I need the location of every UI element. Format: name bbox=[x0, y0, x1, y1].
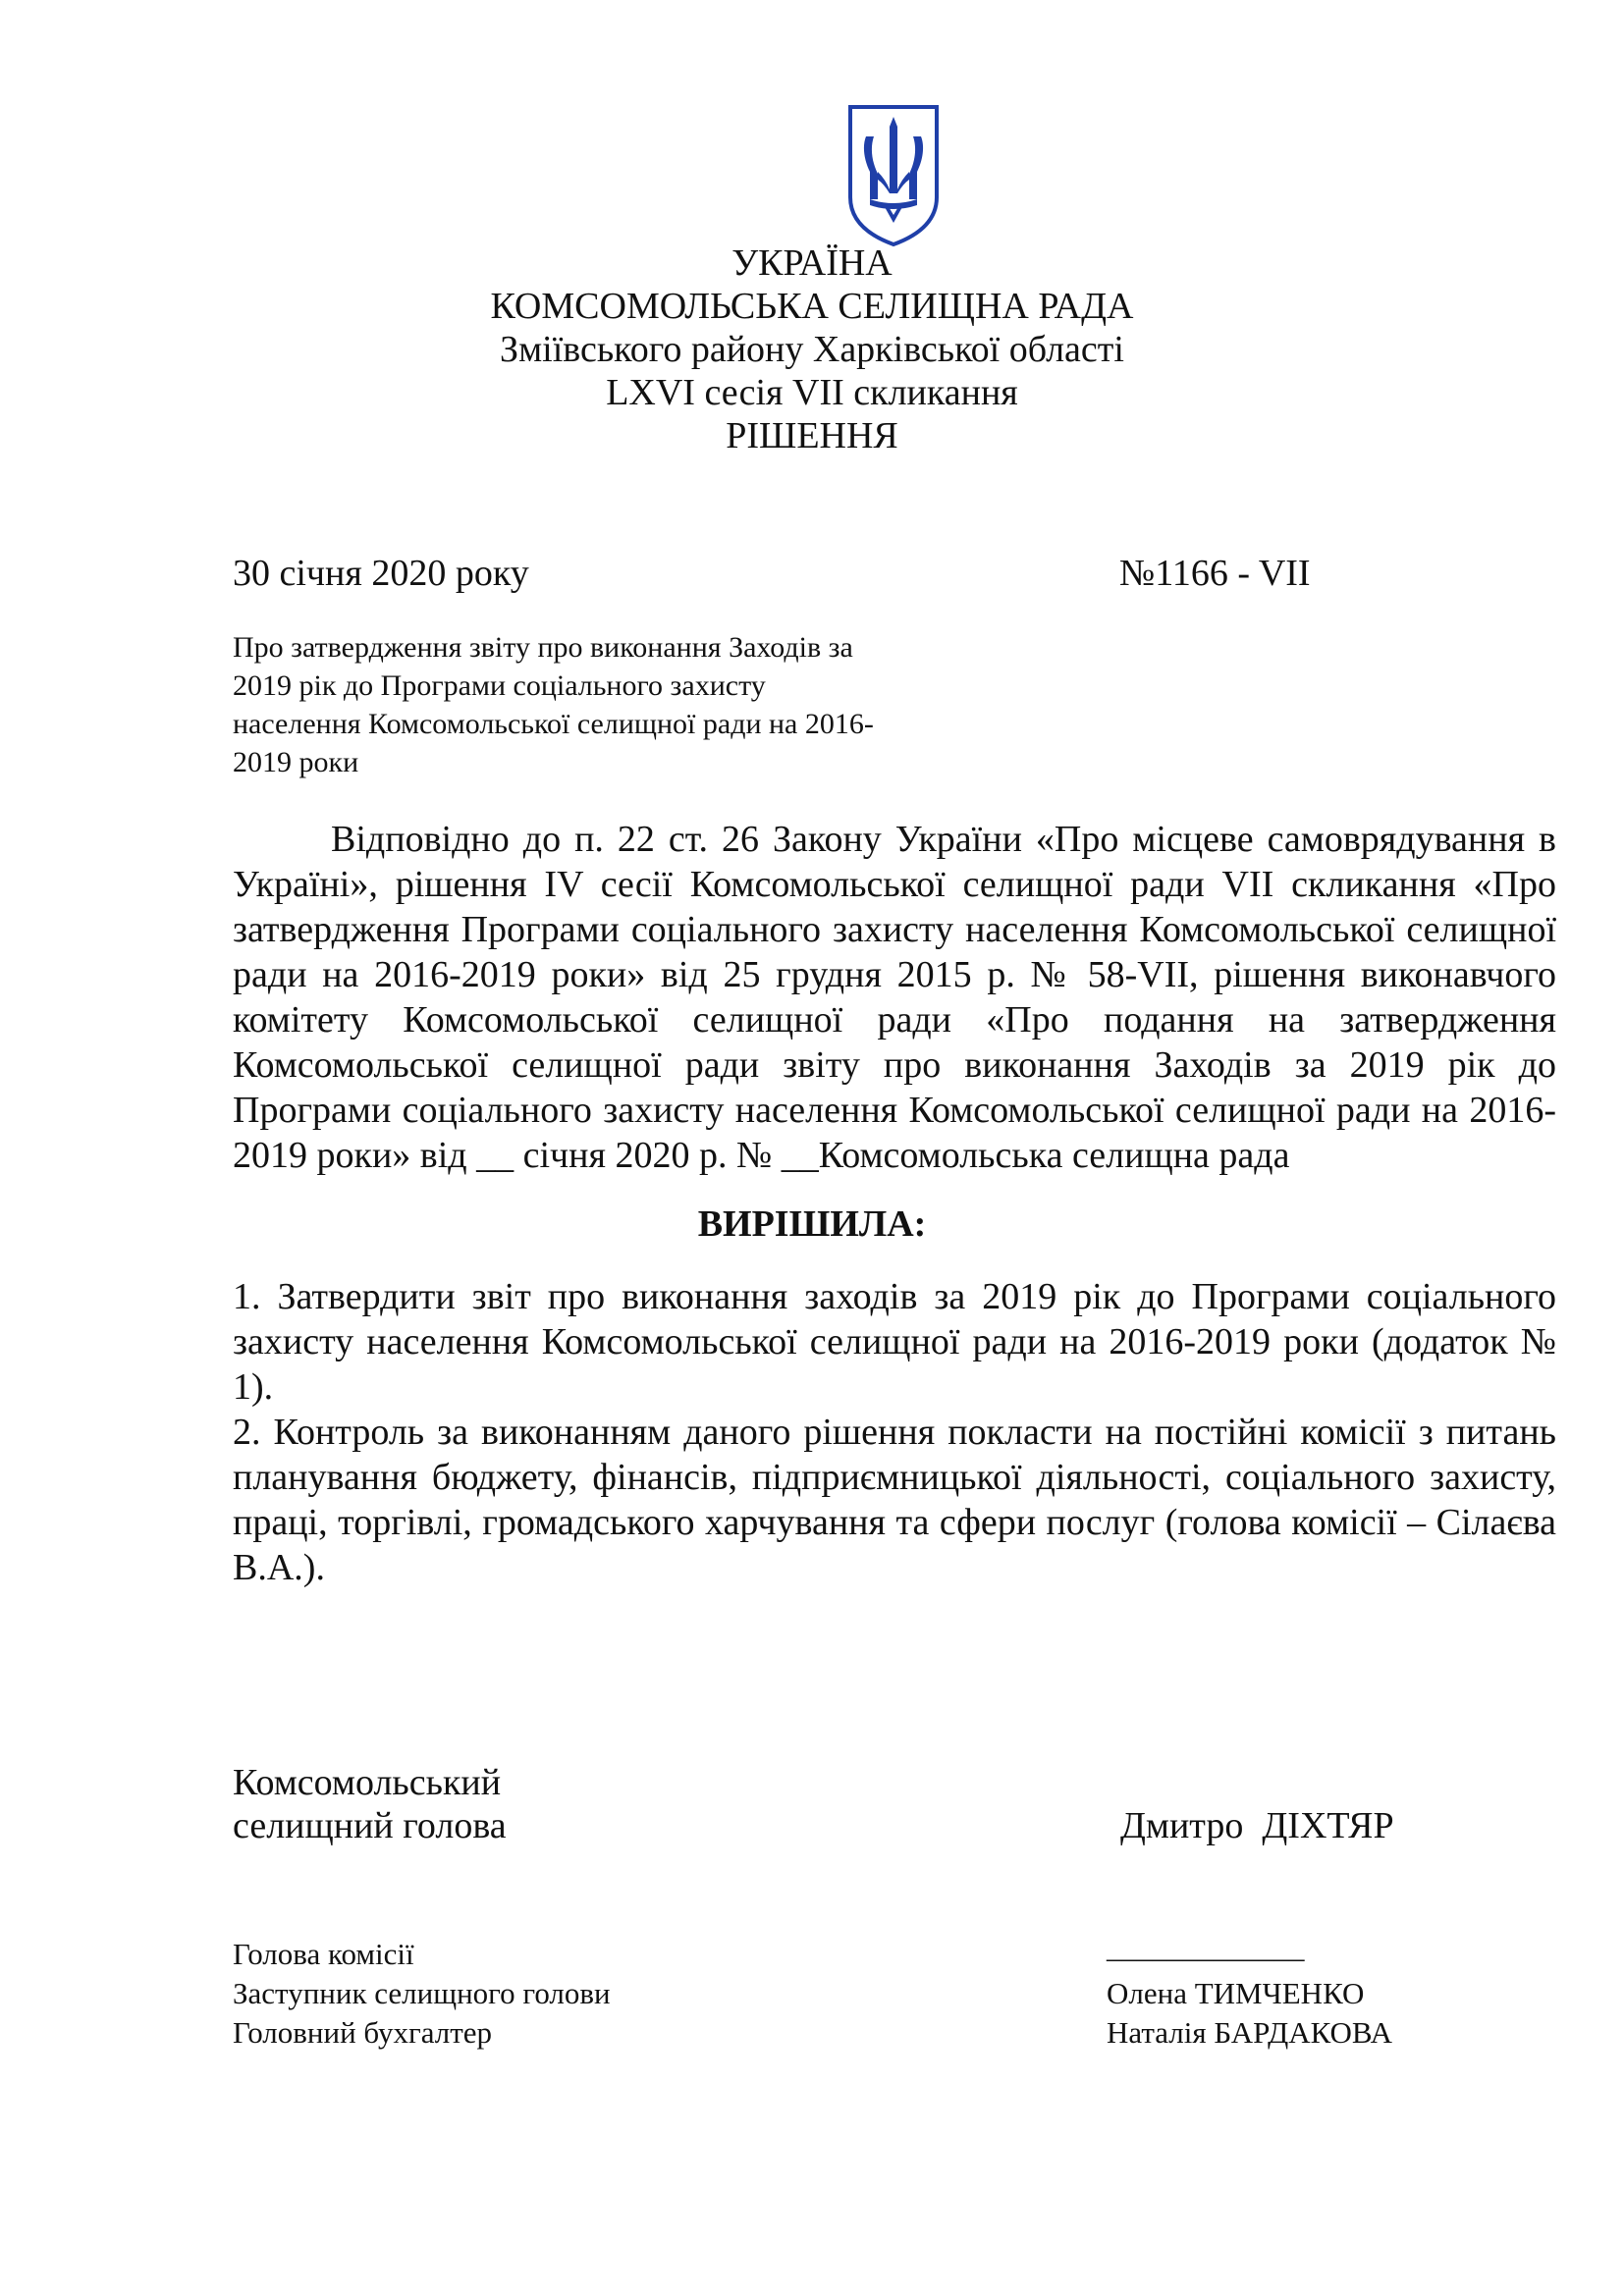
accountant-name: Наталія БАРДАКОВА bbox=[1107, 2015, 1393, 2050]
signatory-title-line1: Комсомольський bbox=[233, 1762, 502, 1803]
commission-role-deputy: Заступник селищного голови bbox=[233, 1976, 611, 2010]
subject-line: населення Комсомольської селищної ради на 2016- bbox=[233, 708, 874, 740]
council-title: КОМСОМОЛЬСЬКА СЕЛИЩНА РАДА bbox=[490, 286, 1134, 327]
commission-role-chair: Голова комісії bbox=[233, 1937, 414, 1971]
subject-line: 2019 рік до Програми соціального захисту bbox=[233, 669, 766, 702]
signatory-title-line2: селищний голова bbox=[233, 1805, 507, 1846]
decision-item-1: 1. Затвердити звіт про виконання заходів за 2019 рік до Програми соціального захисту населення Комсомольської селищної ради на 2016-2019 роки (додаток № 1). bbox=[233, 1276, 1556, 1408]
signatory-name: Дмитро ДІХТЯР bbox=[1120, 1805, 1394, 1846]
decision-date: 30 січня 2020 року bbox=[233, 553, 529, 594]
decision-item-2: 2. Контроль за виконанням даного рішення покласти на постійні комісії з питань планування бюджету, фінансів, підприємницької діяльності, соціального захисту, праці, торгівлі, громадського харчування та сфери послуг (голова комісії – Сілаєва В.А.). bbox=[233, 1412, 1556, 1588]
district-subtitle: Зміївського району Харківської області bbox=[500, 329, 1124, 370]
decided-heading: ВИРІШИЛА: bbox=[697, 1203, 927, 1245]
document-type: РІШЕННЯ bbox=[726, 415, 898, 456]
decision-number: №1166 - VII bbox=[1119, 553, 1311, 594]
decision-subject bbox=[233, 628, 964, 781]
commission-role-accountant: Головний бухгалтер bbox=[233, 2015, 493, 2050]
preamble-paragraph: Відповідно до п. 22 ст. 26 Закону України «Про місцеве самоврядування в Україні», рішення IV сесії Комсомольської селищної ради VII скликання «Про затвердження Програми соціального захисту населення Комсомольської селищної ради на 2016-2019 роки» від 25 грудня 2015 р. № 58-VII, рішення виконавчого комітету Комсомольської селищної ради «Про подання на затвердження Комсомольської селищної ради звіту про виконання Заходів за 2019 рік до Програми соціального захисту населення Комсомольської селищної ради на 2016-2019 роки» від __ січня 2020 р. № __Комсомольська селищна рада bbox=[233, 819, 1556, 1176]
subject-line: Про затвердження звіту про виконання Заходів за bbox=[233, 631, 853, 664]
country-title: УКРАЇНА bbox=[731, 242, 893, 284]
trident-coat-of-arms-icon bbox=[844, 103, 943, 248]
subject-line: 2019 роки bbox=[233, 746, 359, 778]
deputy-name: Олена ТИМЧЕНКО bbox=[1107, 1976, 1365, 2010]
session-subtitle: LXVI сесія VII скликання bbox=[606, 372, 1018, 413]
signature-blank-line: _____________ bbox=[1107, 1930, 1305, 1964]
